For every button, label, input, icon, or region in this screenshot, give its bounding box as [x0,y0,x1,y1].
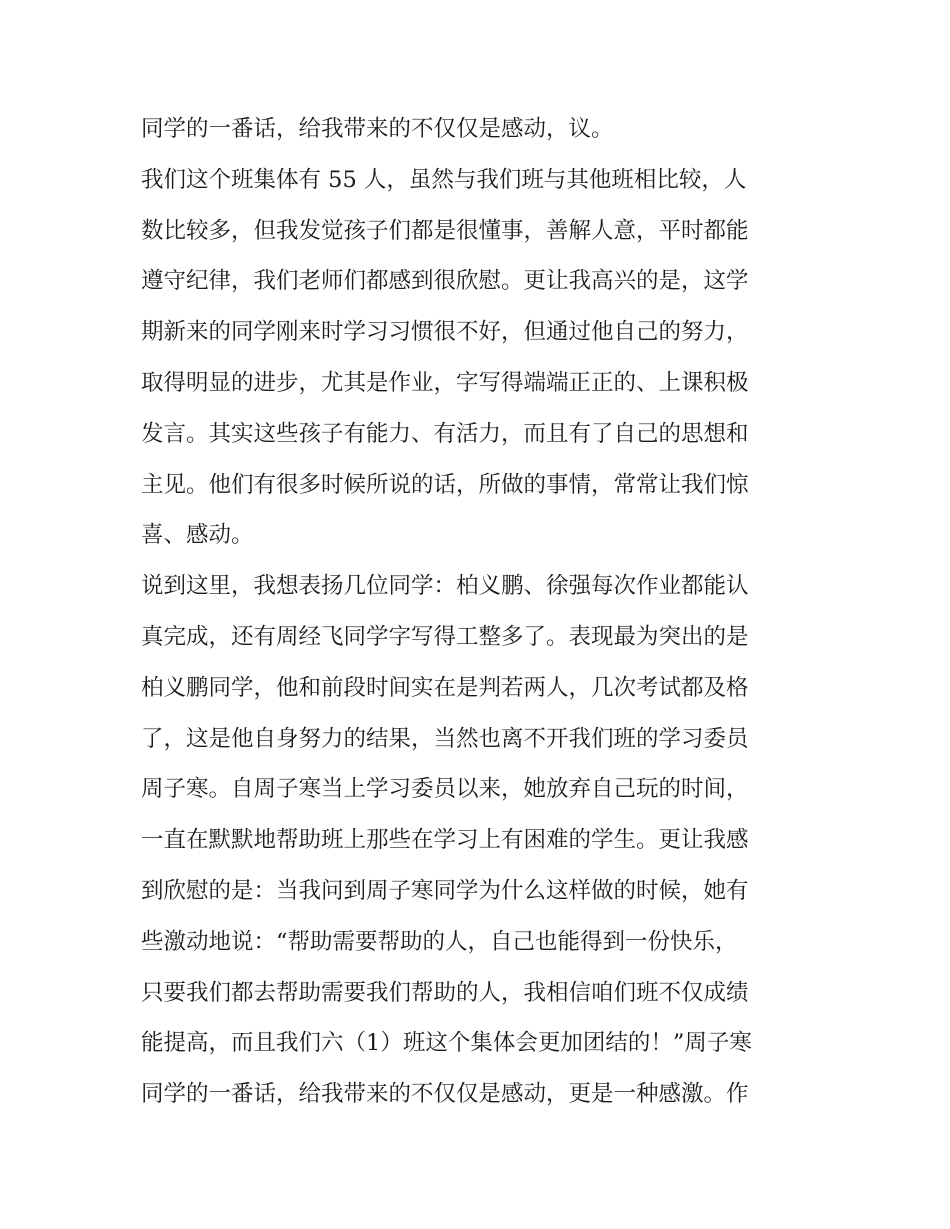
text-line-10: 说到这里，我想表扬几位同学：柏义鹏、徐强每次作业都能认 [141,573,749,600]
text-line-1: 同学的一番话，给我带来的不仅仅是感动，议。 [141,116,614,142]
text-line-5: 期新来的同学刚来时学习习惯很不好，但通过他自己的努力， [141,319,749,346]
text-line-2: 我们这个班集体有 55 人，虽然与我们班与其他班相比较，人 [141,166,747,193]
text-line-12: 柏义鹏同学，他和前段时间实在是判若两人，几次考试都及格 [141,674,749,701]
text-line-14: 周子寒。自周子寒当上学习委员以来，她放弃自己玩的时间， [141,776,749,803]
text-line-17: 些激动地说：“帮助需要帮助的人，自己也能得到一份快乐， [141,928,738,955]
text-line-9: 喜、感动。 [141,522,254,549]
body-text [141,104,821,1120]
text-line-8: 主见。他们有很多时候所说的话，所做的事情，常常让我们惊 [141,471,749,498]
text-line-11: 真完成，还有周经飞同学字写得工整多了。表现最为突出的是 [141,623,749,650]
text-line-19: 能提高，而且我们六（1）班这个集体会更加团结的！”周子寒 [141,1030,752,1057]
text-line-18: 只要我们都去帮助需要我们帮助的人，我相信咱们班不仅成绩 [141,979,749,1006]
text-line-15: 一直在默默地帮助班上那些在学习上有困难的学生。更让我感 [141,827,749,854]
text-line-20: 同学的一番话，给我带来的不仅仅是感动，更是一种感激。作 [141,1081,749,1108]
text-line-6: 取得明显的进步，尤其是作业，字写得端端正正的、上课积极 [141,369,749,396]
text-line-3: 数比较多，但我发觉孩子们都是很懂事，善解人意，平时都能 [141,217,749,244]
text-line-7: 发言。其实这些孩子有能力、有活力，而且有了自己的思想和 [141,420,749,447]
text-line-13: 了，这是他自身努力的结果，当然也离不开我们班的学习委员 [141,725,749,752]
text-line-4: 遵守纪律，我们老师们都感到很欣慰。更让我高兴的是，这学 [141,268,749,295]
text-line-16: 到欣慰的是：当我问到周子寒同学为什么这样做的时候，她有 [141,877,749,904]
